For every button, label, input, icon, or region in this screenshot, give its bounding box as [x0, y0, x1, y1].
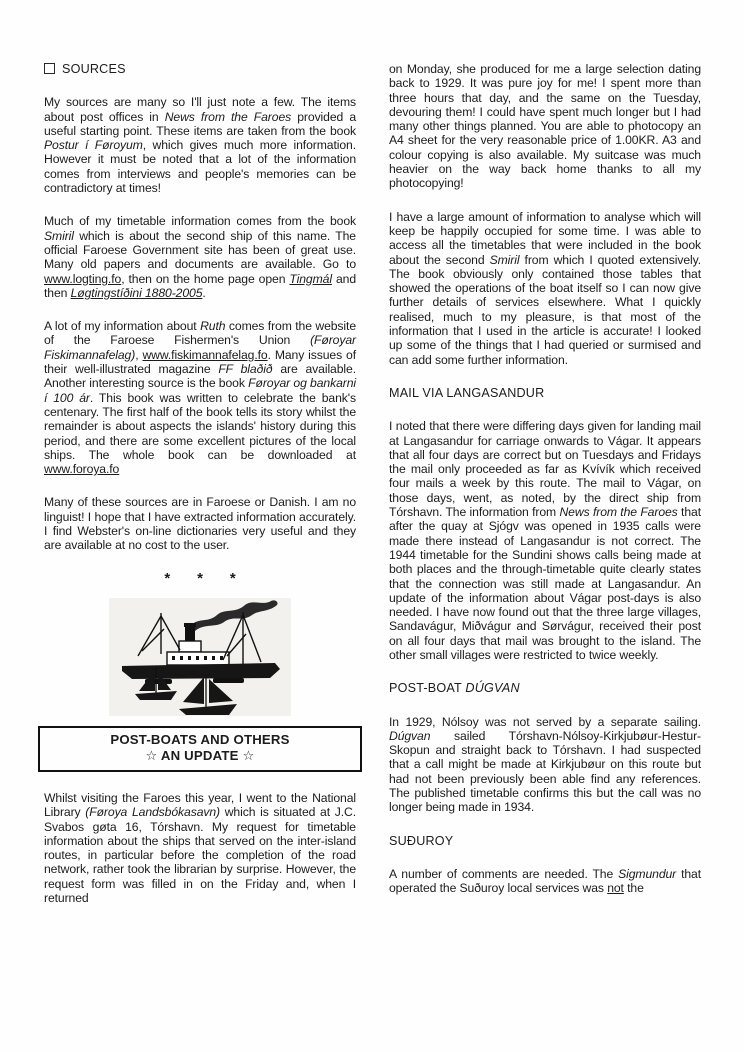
- text-segment: Sigmundur: [618, 866, 677, 881]
- text-segment: that operated the Suðuroy local services was: [389, 866, 701, 896]
- text-segment: Whilst visiting the Faroes this year, I went to the National Library: [44, 790, 356, 820]
- text-segment: provided a useful starting point. These items are taken from the book: [44, 109, 356, 138]
- text-segment: (Føroyar Fiskimannafelag): [44, 333, 356, 362]
- text-segment: which is situated at J.C. Svabos gøta 16, Tórshavn. My request for timetable information about the ships that served on the inter-island routes, in particular before the completion of the road network, rather took the librarian by surprise. However, the request form was filled in on the Friday and, when I returned: [44, 805, 356, 905]
- text-segment: sailed Tórshavn-Nólsoy-Kirkjubøur-Hestur-Skopun and straight back to Tórshavn. I had suspected that a call might be made at Kirkjubøur on this route but had not been previously been able find any references. The published timetable confirms this but the call was no longer being made in 1934.: [389, 728, 701, 815]
- text-segment: , then on the home page open: [121, 271, 290, 286]
- boxed-title-line: POST-BOATS AND OTHERS: [110, 731, 290, 747]
- text-segment: Dúgvan: [389, 728, 431, 743]
- paragraph: [389, 210, 701, 367]
- text-segment: POST-BOAT: [389, 681, 466, 696]
- section-heading: [389, 386, 701, 400]
- text-segment: I have a large amount of information to analyse which will keep be happily occupied for some time. I was able to access all the timetables that were included in the book about the second: [389, 209, 701, 267]
- text-segment: Tingmál: [289, 271, 332, 286]
- text-segment: ,: [135, 347, 143, 362]
- stars-separator: [44, 569, 356, 587]
- text-segment: I noted that there were differing days given for landing mail at Langasandur for carriage onwards to Vágar. It appears that all four days are correct but on Tuesdays and Fridays the mail only proceeded as far as Kvívík which received four mails a week by this route. The mail to Vágar, on those days, went, as noted, by the direct ship from Tórshavn. The information from: [389, 419, 701, 520]
- text-segment: Much of my timetable information comes from the book: [44, 214, 356, 229]
- text-segment: are available. Another interesting source is the book: [44, 362, 356, 391]
- text-segment: A number of comments are needed. The: [389, 866, 619, 881]
- paragraph: [44, 495, 356, 552]
- asterisk-glyph: *: [229, 569, 236, 587]
- text-segment: Føroyar og bankarni í 100 ár: [44, 376, 356, 405]
- text-segment: not: [607, 881, 624, 896]
- text-segment: . Many issues of their well-illustrated magazine: [44, 347, 356, 377]
- text-segment: My sources are many so I'll just note a few. The items about post offices in: [44, 95, 356, 124]
- section-heading: [44, 62, 356, 76]
- ship-illustration: [109, 598, 291, 716]
- left-column: [44, 62, 356, 924]
- text-segment: News from the Faroes: [164, 109, 292, 124]
- ship-drawing: [109, 598, 291, 716]
- boxed-title: [38, 726, 362, 772]
- text-segment: (Føroya Landsbókasavn): [85, 805, 220, 820]
- paragraph: [44, 791, 356, 905]
- text-segment: . This book was written to celebrate the bank's centenary. The first half of the book tells its story whilst the remainder is about aspects the islands' history during this period, and there are some excellent pictures of the local ships. The whole book can be downloaded at: [44, 390, 356, 462]
- section-heading: [389, 681, 701, 695]
- paragraph: [389, 62, 701, 191]
- paragraph: [389, 867, 701, 896]
- right-column: [389, 62, 701, 915]
- link-text: www.logting.fo: [44, 271, 122, 286]
- section-heading: [389, 834, 701, 848]
- text-segment: .: [202, 285, 206, 300]
- text-segment: News from the Faroes: [559, 505, 678, 520]
- text-segment: Postur í Føroyum: [44, 138, 143, 153]
- text-segment: SOURCES: [62, 62, 126, 76]
- text-segment: Many of these sources are in Faroese or Danish. I am no linguist! I hope that I have extracted information accurately. I find Webster's on-line dictionaries very useful and they are available at no cost to the user.: [44, 495, 356, 553]
- text-segment: SUÐUROY: [389, 833, 454, 848]
- text-segment: Løgtingstíðini 1880-2005: [70, 285, 203, 300]
- text-segment: which is about the second ship of this name. The official Faroese Government site has been of great use. Many old papers and documents are available. Go to: [44, 228, 356, 272]
- asterisk-glyph: *: [164, 569, 171, 587]
- text-segment: MAIL VIA LANGASANDUR: [389, 385, 545, 400]
- text-segment: comes from the website of the Faroese Fishermen's Union: [44, 319, 356, 348]
- boxed-title-line: ☆ AN UPDATE ☆: [145, 748, 255, 764]
- text-segment: on Monday, she produced for me a large selection dating back to 1929. It was pure joy for me! I spent more than three hours that day, and the same on the Tuesday, devouring them! I could have spent much longer but I had many other things planned. You are able to photocopy an A4 sheet for the very reasonable price of 1.00KR. A3 and colour copying is also available. My suitcase was much heavier on the way back home thanks to all my photocopying!: [389, 62, 701, 191]
- text-segment: A lot of my information about: [44, 319, 201, 334]
- text-segment: FF blaðið: [218, 362, 273, 377]
- text-segment: DÚGVAN: [465, 681, 520, 696]
- checkbox-icon: [44, 63, 55, 74]
- text-segment: In 1929, Nólsoy was not served by a separate sailing.: [389, 714, 701, 729]
- link-text: www.foroya.fo: [44, 462, 120, 477]
- text-segment: that after the quay at Sjógv was opened in 1935 calls were made there instead of Langasandur is not correct. The 1944 timetable for the Sundini shows calls being made at both places and the through-timetable quite clearly states that the connection was still made at Langasandur. An update of the information about Vágar post-days is also needed. I have now found out that the three large villages, Sandavágur, Miðvágur and Sørvágur, received their post on all four days that mail was brought to the island. The other small villages were restricted to twice weekly.: [389, 505, 701, 662]
- paragraph: [44, 214, 356, 300]
- text-segment: Smiril: [44, 228, 74, 243]
- text-segment: from which I quoted extensively. The book obviously only contained those tables that showed the operations of the boat itself so I can now give further details of services elsewhere. What I quickly realised, much to my pleasure, is that most of the information that I used in the article is accurate! I looked up some of the things that I had queried or surmised and can add some further information.: [389, 252, 701, 367]
- asterisk-glyph: *: [197, 569, 203, 587]
- paragraph: [44, 319, 356, 476]
- text-segment: and then: [44, 271, 357, 300]
- text-segment: Ruth: [200, 319, 226, 334]
- paragraph: [44, 95, 356, 195]
- text-segment: the: [623, 881, 644, 896]
- text-segment: Smiril: [489, 252, 520, 267]
- paragraph: [389, 419, 701, 662]
- text-segment: , which gives much more information. However it must be noted that a lot of the information comes from interviews and people's memories can be contradictory at times!: [44, 138, 356, 196]
- paragraph: [389, 715, 701, 815]
- link-text: www.fiskimannafelag.fo: [142, 347, 268, 362]
